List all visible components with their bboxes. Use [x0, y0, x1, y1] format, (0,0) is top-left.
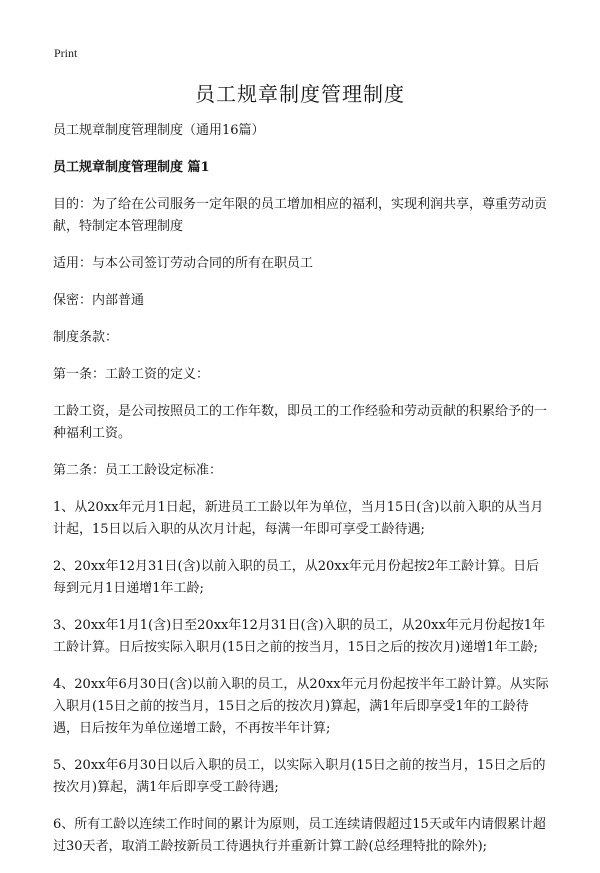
article2-title: 第二条：员工工龄设定标准： [53, 463, 223, 478]
section-heading: 员工规章制度管理制度 篇1 [53, 160, 210, 175]
list-item: 4、20xx年6月30日(含)以前入职的员工，从20xx年元月份起按半年工龄计算。从实际入职月(15日之前的按当月，15日之后的按次月)算起，满1年后即享受1年的工龄待遇，日后按年为单位递增工龄，不再按半年计算; [53, 677, 549, 736]
list-item: 1、从20xx年元月1日起，新进员工工龄以年为单位，当月15日(含)以前入职的从当月计起，15日以后入职的从次月计起，每满一年即可享受工龄待遇; [53, 500, 544, 537]
article1-title: 第一条：工龄工资的定义： [53, 367, 210, 382]
confidentiality-paragraph: 保密：内部普通 [53, 293, 145, 308]
list-item: 6、所有工龄以连续工作时间的累计为原则，员工连续请假超过15天或年内请假累计超过30天者，取消工龄按新员工待遇执行并重新计算工龄(总经理特批的除外); [53, 817, 546, 854]
list-item: 3、20xx年1月1(含)日至20xx年12月31日(含)入职的员工，从20xx年元月份起按1年工龄计算。日后按实际入职月(15日之前的按当月，15日之后的按次月)递增1年工龄; [53, 618, 546, 655]
list-item: 5、20xx年6月30日以后入职的员工，以实际入职月(15日之前的按当月，15日之后的按次月)算起，满1年后即享受工龄待遇; [53, 758, 546, 795]
terms-label: 制度条款： [53, 330, 119, 345]
document-title: 员工规章制度管理制度 [195, 82, 405, 106]
document-body [53, 120, 550, 873]
scope-paragraph: 适用：与本公司签订劳动合同的所有在职员工 [53, 256, 314, 271]
document-subtitle: 员工规章制度管理制度（通用16篇） [53, 123, 265, 138]
purpose-paragraph: 目的：为了给在公司服务一定年限的员工增加相应的福利，实现利润共享，尊重劳动贡献，特制定本管理制度 [53, 197, 548, 234]
article1-text: 工龄工资，是公司按照员工的工作年数，即员工的工作经验和劳动贡献的积累给予的一种福利工资。 [53, 404, 548, 441]
print-label[interactable]: Print [54, 46, 78, 60]
list-item: 2、20xx年12月31日(含)以前入职的员工，从20xx年元月份起按2年工龄计算。日后每到元月1日递增1年工龄; [53, 559, 540, 596]
